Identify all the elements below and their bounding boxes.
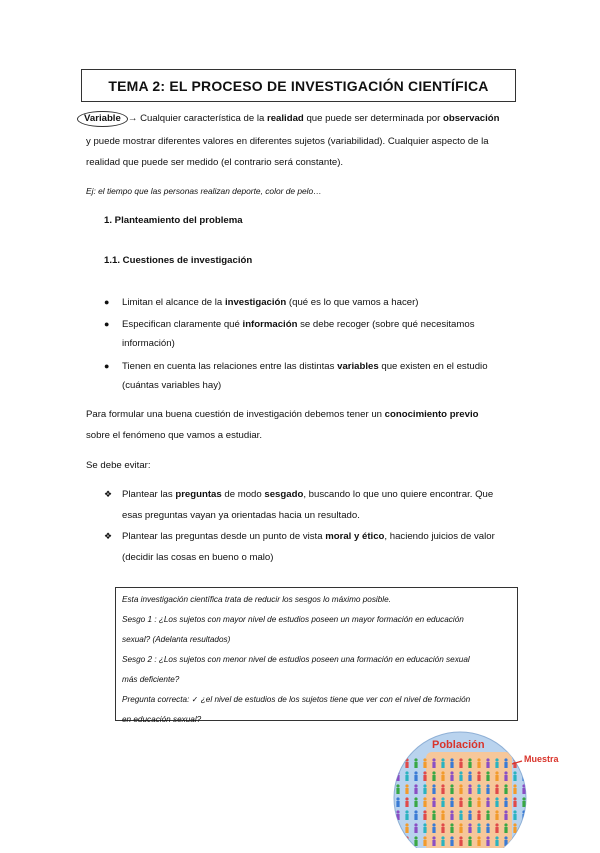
person-head <box>414 823 417 826</box>
person-body <box>477 827 480 833</box>
paragraph-knowledge: Para formular una buena cuestión de investigación debemos tener un conocimiento previo <box>86 409 479 420</box>
person-body <box>423 827 426 833</box>
person-body <box>441 827 444 833</box>
person-head <box>513 797 516 800</box>
bullet-item-continuation: (cuántas variables hay) <box>122 380 222 391</box>
variable-line-3: realidad que puede ser medido (el contrario será constante). <box>86 157 344 168</box>
person-body <box>450 814 453 820</box>
paragraph-knowledge-2: sobre el fenómeno que vamos a estudiar. <box>86 430 262 441</box>
person-head <box>423 797 426 800</box>
person-body <box>495 801 498 807</box>
person-head <box>468 836 471 839</box>
person-head <box>504 797 507 800</box>
person-body <box>486 827 489 833</box>
person-body <box>441 775 444 781</box>
variable-text-bold: observación <box>442 113 500 124</box>
person-body <box>504 827 507 833</box>
person-body <box>495 814 498 820</box>
person-body <box>396 762 399 768</box>
person-head <box>495 797 498 800</box>
person-head <box>396 784 399 787</box>
person-body <box>414 827 417 833</box>
bullet-item: Tienen en cuenta las relaciones entre las distintas variables que existen en el estudio <box>122 361 488 372</box>
bias-example-box <box>115 587 518 724</box>
person-head <box>522 836 525 839</box>
person-head <box>414 836 417 839</box>
person-head <box>495 810 498 813</box>
person-head <box>477 797 480 800</box>
person-body <box>522 801 525 807</box>
person-body <box>477 788 480 794</box>
person-body <box>522 827 525 833</box>
person-head <box>504 810 507 813</box>
person-body <box>468 840 471 846</box>
person-body <box>432 801 435 807</box>
person-head <box>432 823 435 826</box>
person-head <box>450 784 453 787</box>
person-body <box>450 762 453 768</box>
page-title: TEMA 2: EL PROCESO DE INVESTIGACIÓN CIENTÍFICA <box>81 69 516 102</box>
person-head <box>477 784 480 787</box>
person-head <box>486 810 489 813</box>
person-head <box>504 784 507 787</box>
person-body <box>504 775 507 781</box>
person-head <box>468 758 471 761</box>
person-body <box>459 762 462 768</box>
diamond-bullet-icon: ❖ <box>104 489 113 499</box>
person-head <box>468 810 471 813</box>
person-head <box>504 771 507 774</box>
person-body <box>468 762 471 768</box>
sample-label: Muestra <box>524 754 559 764</box>
box-line: en educación sexual? <box>122 715 202 724</box>
person-head <box>513 810 516 813</box>
person-body <box>504 801 507 807</box>
population-label: Población <box>432 739 485 751</box>
person-head <box>504 758 507 761</box>
person-body <box>504 814 507 820</box>
person-body <box>423 775 426 781</box>
person-body <box>441 801 444 807</box>
person-body <box>405 840 408 846</box>
person-head <box>513 823 516 826</box>
person-body <box>414 814 417 820</box>
person-body <box>450 801 453 807</box>
bullet-item: Especifican claramente qué información se debe recoger (sobre qué necesitamos <box>122 319 475 330</box>
person-head <box>441 836 444 839</box>
person-body <box>414 788 417 794</box>
person-body <box>405 788 408 794</box>
person-head <box>432 810 435 813</box>
person-body <box>423 788 426 794</box>
person-body <box>414 775 417 781</box>
avoid-item: Plantear las preguntas de modo sesgado, buscando lo que uno quiere encontrar. Que <box>122 489 494 500</box>
person-head <box>486 758 489 761</box>
person-head <box>450 758 453 761</box>
person-body <box>432 840 435 846</box>
person-head <box>396 810 399 813</box>
variable-line-2: y puede mostrar diferentes valores en diferentes sujetos (variabilidad). Cualquier aspecto de la <box>86 136 489 147</box>
variable-text-bold: realidad <box>266 113 304 124</box>
person-body <box>396 840 399 846</box>
person-head <box>477 823 480 826</box>
population-sample-diagram <box>390 730 570 848</box>
person-body <box>504 788 507 794</box>
person-head <box>513 784 516 787</box>
person-body <box>477 775 480 781</box>
person-head <box>513 771 516 774</box>
person-body <box>495 762 498 768</box>
person-head <box>441 823 444 826</box>
person-head <box>504 823 507 826</box>
person-body <box>459 814 462 820</box>
person-body <box>468 788 471 794</box>
person-body <box>423 762 426 768</box>
person-head <box>450 797 453 800</box>
person-body <box>432 788 435 794</box>
person-head <box>405 784 408 787</box>
check-icon: ✓ <box>191 695 199 704</box>
person-head <box>477 810 480 813</box>
variable-text: Cualquier característica de la <box>137 113 267 124</box>
variable-definition <box>77 108 500 129</box>
person-head <box>522 797 525 800</box>
person-head <box>495 836 498 839</box>
avoid-item: Plantear las preguntas desde un punto de vista moral y ético, haciendo juicios de valor <box>122 531 495 542</box>
person-body <box>405 775 408 781</box>
person-head <box>441 771 444 774</box>
person-body <box>459 827 462 833</box>
person-body <box>477 801 480 807</box>
person-head <box>468 823 471 826</box>
person-head <box>459 797 462 800</box>
person-head <box>495 771 498 774</box>
person-body <box>396 801 399 807</box>
person-head <box>450 823 453 826</box>
person-head <box>459 758 462 761</box>
person-head <box>414 758 417 761</box>
person-head <box>432 836 435 839</box>
person-head <box>432 784 435 787</box>
person-head <box>495 823 498 826</box>
box-line: Pregunta correcta: ✓ ¿el nivel de estudios de los sujetos tiene que ver con el nivel de formación <box>122 695 471 704</box>
person-body <box>432 814 435 820</box>
person-head <box>504 836 507 839</box>
person-head <box>414 797 417 800</box>
person-body <box>459 788 462 794</box>
variable-text: que puede ser determinada por <box>303 113 443 124</box>
person-body <box>459 801 462 807</box>
person-head <box>468 771 471 774</box>
person-body <box>405 762 408 768</box>
person-body <box>459 840 462 846</box>
person-body <box>477 814 480 820</box>
box-line: Sesgo 1 : ¿Los sujetos con mayor nivel de estudios poseen un mayor formación en educación <box>122 615 464 624</box>
person-body <box>513 840 516 846</box>
person-head <box>423 784 426 787</box>
person-head <box>459 836 462 839</box>
person-head <box>423 823 426 826</box>
person-head <box>477 758 480 761</box>
person-body <box>504 762 507 768</box>
avoid-item-continuation: (decidir las cosas en bueno o malo) <box>122 552 274 563</box>
person-body <box>405 801 408 807</box>
person-head <box>486 836 489 839</box>
person-body <box>477 840 480 846</box>
person-head <box>405 810 408 813</box>
person-body <box>423 840 426 846</box>
person-body <box>495 775 498 781</box>
person-body <box>450 788 453 794</box>
person-body <box>477 762 480 768</box>
person-head <box>396 797 399 800</box>
person-head <box>432 771 435 774</box>
person-body <box>423 814 426 820</box>
person-head <box>441 797 444 800</box>
person-head <box>441 810 444 813</box>
box-line: Esta investigación científica trata de reducir los sesgos lo máximo posible. <box>122 595 391 604</box>
heading-1-1: 1.1. Cuestiones de investigación <box>104 255 253 266</box>
person-body <box>513 788 516 794</box>
person-head <box>522 771 525 774</box>
person-head <box>414 810 417 813</box>
person-body <box>441 840 444 846</box>
person-head <box>459 784 462 787</box>
person-body <box>450 840 453 846</box>
person-head <box>450 836 453 839</box>
person-body <box>405 814 408 820</box>
box-line: sexual? (Adelanta resultados) <box>122 635 231 644</box>
person-body <box>504 840 507 846</box>
person-head <box>459 771 462 774</box>
person-body <box>468 814 471 820</box>
bullet-icon: ● <box>104 297 110 307</box>
person-body <box>450 827 453 833</box>
person-body <box>423 801 426 807</box>
person-body <box>396 814 399 820</box>
person-body <box>486 788 489 794</box>
person-head <box>441 758 444 761</box>
person-body <box>405 827 408 833</box>
person-body <box>513 801 516 807</box>
person-head <box>450 810 453 813</box>
variable-tag: Variable <box>77 111 128 127</box>
person-head <box>486 771 489 774</box>
person-head <box>396 758 399 761</box>
bullet-item-continuation: información) <box>122 338 175 349</box>
person-body <box>486 814 489 820</box>
avoid-heading: Se debe evitar: <box>86 460 151 471</box>
person-body <box>495 827 498 833</box>
person-body <box>495 840 498 846</box>
person-head <box>477 836 480 839</box>
example-text: Ej: el tiempo que las personas realizan deporte, color de pelo… <box>86 186 322 196</box>
box-line: Sesgo 2 : ¿Los sujetos con menor nivel de estudios poseen una formación en educación sexual <box>122 655 470 664</box>
box-line: más deficiente? <box>122 675 180 684</box>
person-head <box>459 810 462 813</box>
person-body <box>486 762 489 768</box>
person-head <box>450 771 453 774</box>
avoid-item-continuation: esas preguntas vayan ya orientadas hacia un resultado. <box>122 510 360 521</box>
person-body <box>513 814 516 820</box>
bullet-icon: ● <box>104 361 110 371</box>
person-head <box>495 784 498 787</box>
person-head <box>486 797 489 800</box>
person-head <box>405 771 408 774</box>
person-body <box>522 840 525 846</box>
person-body <box>513 827 516 833</box>
person-head <box>423 758 426 761</box>
person-head <box>432 758 435 761</box>
person-body <box>441 762 444 768</box>
person-head <box>486 823 489 826</box>
person-head <box>495 758 498 761</box>
person-head <box>432 797 435 800</box>
person-body <box>486 775 489 781</box>
person-body <box>396 827 399 833</box>
person-body <box>513 775 516 781</box>
person-head <box>396 836 399 839</box>
person-body <box>486 801 489 807</box>
person-head <box>405 797 408 800</box>
person-body <box>459 775 462 781</box>
person-head <box>423 771 426 774</box>
person-body <box>414 762 417 768</box>
venn-svg <box>390 730 570 848</box>
person-head <box>423 810 426 813</box>
person-head <box>486 784 489 787</box>
person-head <box>405 823 408 826</box>
person-body <box>441 788 444 794</box>
person-body <box>450 775 453 781</box>
person-head <box>522 823 525 826</box>
person-body <box>414 840 417 846</box>
bullet-item: Limitan el alcance de la investigación (qué es lo que vamos a hacer) <box>122 297 419 308</box>
person-body <box>441 814 444 820</box>
person-head <box>423 836 426 839</box>
person-head <box>441 784 444 787</box>
person-body <box>495 788 498 794</box>
diamond-bullet-icon: ❖ <box>104 531 113 541</box>
person-body <box>432 827 435 833</box>
person-head <box>477 771 480 774</box>
person-body <box>468 775 471 781</box>
person-body <box>414 801 417 807</box>
person-body <box>432 762 435 768</box>
bullet-icon: ● <box>104 319 110 329</box>
arrow-icon: → <box>127 113 138 124</box>
person-head <box>414 771 417 774</box>
person-head <box>414 784 417 787</box>
person-body <box>522 788 525 794</box>
person-head <box>468 797 471 800</box>
person-body <box>486 840 489 846</box>
person-body <box>432 775 435 781</box>
person-body <box>468 801 471 807</box>
person-body <box>396 788 399 794</box>
person-body <box>468 827 471 833</box>
person-head <box>459 823 462 826</box>
heading-1: 1. Planteamiento del problema <box>104 215 243 226</box>
person-head <box>468 784 471 787</box>
